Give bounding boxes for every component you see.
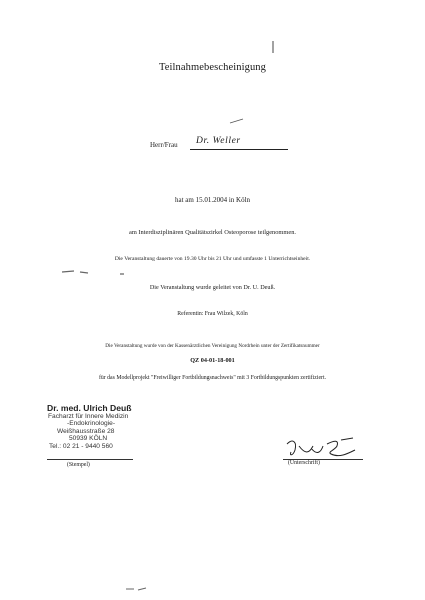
doctor-stamp xyxy=(47,404,132,451)
stamp-specialty: Facharzt für Innere Medizin xyxy=(48,412,129,420)
scan-speck xyxy=(60,268,130,276)
handwritten-name: Dr. Weller xyxy=(196,136,241,146)
event-date-line: hat am 15.01.2004 in Köln xyxy=(174,196,251,204)
stamp-phone: Tel.: 02 21 - 9440 560 xyxy=(49,442,113,450)
duration-text: Die Veranstaltung dauerte von 19.30 Uhr bis 21 Uhr und umfasste 1 Unterrichtseinheit. xyxy=(114,256,311,262)
name-underline xyxy=(190,148,288,150)
stamp-name: Dr. med. Ulrich Deuß xyxy=(47,403,132,413)
salutation-label: Herr/Frau xyxy=(150,141,178,149)
stamp-subspecialty: -Endokrinologie- xyxy=(67,420,116,428)
scan-speck-bottom xyxy=(124,585,154,593)
stamp-city: 50939 KÖLN xyxy=(69,435,108,443)
event-leader-text: Die Veranstaltung wurde geleitet von Dr. U. Deuß. xyxy=(149,284,276,291)
scan-mark-top xyxy=(270,40,276,54)
project-text: für das Modellprojekt "Freiwilliger Fortbildungsnachweis" mit 3 Fortbildungspunkten zertifiziert. xyxy=(98,375,327,381)
stamp-label: (Stempel) xyxy=(67,462,90,468)
participation-text: am Interdisziplinären Qualitätszirkel Osteoporose teilgenommen. xyxy=(129,229,296,236)
pen-mark xyxy=(228,116,246,126)
stamp-rule xyxy=(47,459,133,460)
speaker-text: Referentin: Frau Wilzek, Köln xyxy=(177,311,248,317)
certificate-number: QZ 04-01-18-001 xyxy=(190,357,235,364)
signature-label: (Unterschrift) xyxy=(288,460,320,466)
document-title: Teilnahmebescheinigung xyxy=(158,62,266,73)
stamp-street: Weißhausstraße 28 xyxy=(57,427,115,435)
certification-text: Die Veranstaltung wurde von der Kassenärztlichen Vereinigung Nordrhein unter der Zertifikatsnummer xyxy=(105,343,320,349)
